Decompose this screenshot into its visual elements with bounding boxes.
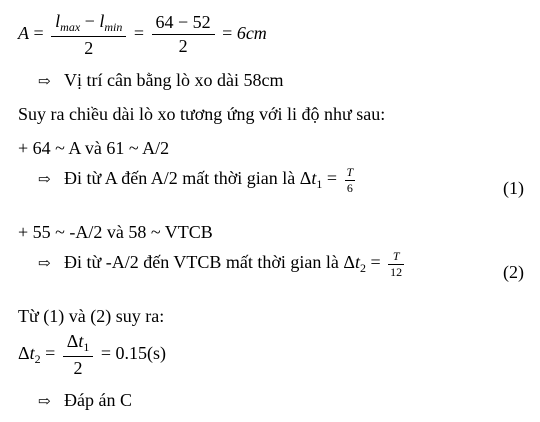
conclusion-intro: Từ (1) và (2) suy ra: — [18, 306, 165, 326]
length-symbol: l — [55, 11, 61, 31]
amplitude-result: 6cm — [236, 22, 267, 43]
equilibrium-statement — [38, 70, 283, 91]
length-symbol: l — [99, 11, 105, 31]
answer-text: Đáp án C — [64, 390, 132, 410]
result-value: 0.15(s) — [115, 342, 166, 363]
time-text: Đi từ A đến A/2 mất thời gian là — [64, 168, 300, 189]
fraction-denominator: 2 — [178, 36, 188, 57]
time-subscript: 2 — [34, 351, 41, 366]
equals-sign: = — [96, 342, 116, 363]
equation-number: (2) — [503, 262, 524, 282]
time-text: Đi từ -A/2 đến VTCB mất thời gian là — [64, 252, 344, 273]
fraction-denominator: 12 — [390, 264, 403, 279]
fraction-denominator: 2 — [73, 357, 83, 378]
fraction-numerator — [63, 332, 94, 357]
arrow-icon: ⇨ — [38, 74, 51, 90]
fraction-numerator: 64 − 52 — [152, 13, 215, 35]
arrow-icon: ⇨ — [38, 256, 51, 273]
time-symbol: t — [355, 252, 361, 273]
result-fraction — [63, 332, 94, 377]
equation-number: (1) — [503, 178, 524, 198]
amplitude-symbol: A — [18, 22, 29, 43]
equals-sign: = — [40, 342, 60, 363]
arrow-icon: ⇨ — [38, 394, 51, 410]
time-statement-2 — [38, 249, 532, 282]
time-statement-1 — [38, 165, 532, 198]
time-subscript: 1 — [316, 177, 323, 192]
delta-symbol: Δ — [18, 342, 30, 363]
min-subscript: min — [104, 20, 123, 34]
arrow-icon: ⇨ — [38, 172, 51, 189]
length-mapping-intro: Suy ra chiều dài lò xo tương ứng với li độ như sau: — [18, 104, 386, 124]
period-fraction — [345, 166, 356, 194]
mapping-line-2: + 55 ~ -A/2 và 58 ~ VTCB — [18, 222, 213, 242]
fraction-denominator: 2 — [84, 37, 94, 58]
mapping-line-1: + 64 ~ A và 61 ~ A/2 — [18, 138, 170, 158]
time-subscript: 1 — [83, 340, 90, 354]
delta-symbol: Δ — [66, 331, 79, 351]
time-subscript: 2 — [360, 261, 367, 276]
time-symbol: t — [78, 331, 84, 351]
fraction-numerator: T — [388, 250, 404, 265]
time-symbol: t — [29, 342, 35, 363]
equals-sign: = — [366, 252, 386, 273]
amplitude-equation — [18, 12, 267, 57]
fraction-numerator: T — [346, 165, 354, 179]
time-symbol: t — [311, 168, 317, 189]
equals-sign: = — [33, 22, 49, 43]
equals-sign: = — [222, 22, 237, 43]
amplitude-fraction — [51, 12, 126, 57]
delta-symbol: Δ — [343, 252, 355, 273]
answer-statement — [38, 390, 132, 411]
numeric-fraction — [152, 13, 215, 56]
result-equation — [18, 332, 166, 377]
equilibrium-text: Vị trí cân bằng lò xo dài 58cm — [64, 70, 284, 90]
max-subscript: max — [60, 20, 81, 34]
delta-symbol: Δ — [299, 168, 312, 189]
equals-sign: = — [133, 22, 149, 43]
equals-sign: = — [322, 168, 342, 189]
fraction-denominator: 6 — [346, 180, 353, 195]
period-fraction — [388, 250, 404, 278]
minus-sign: − — [80, 11, 100, 31]
fraction-numerator — [51, 12, 126, 37]
